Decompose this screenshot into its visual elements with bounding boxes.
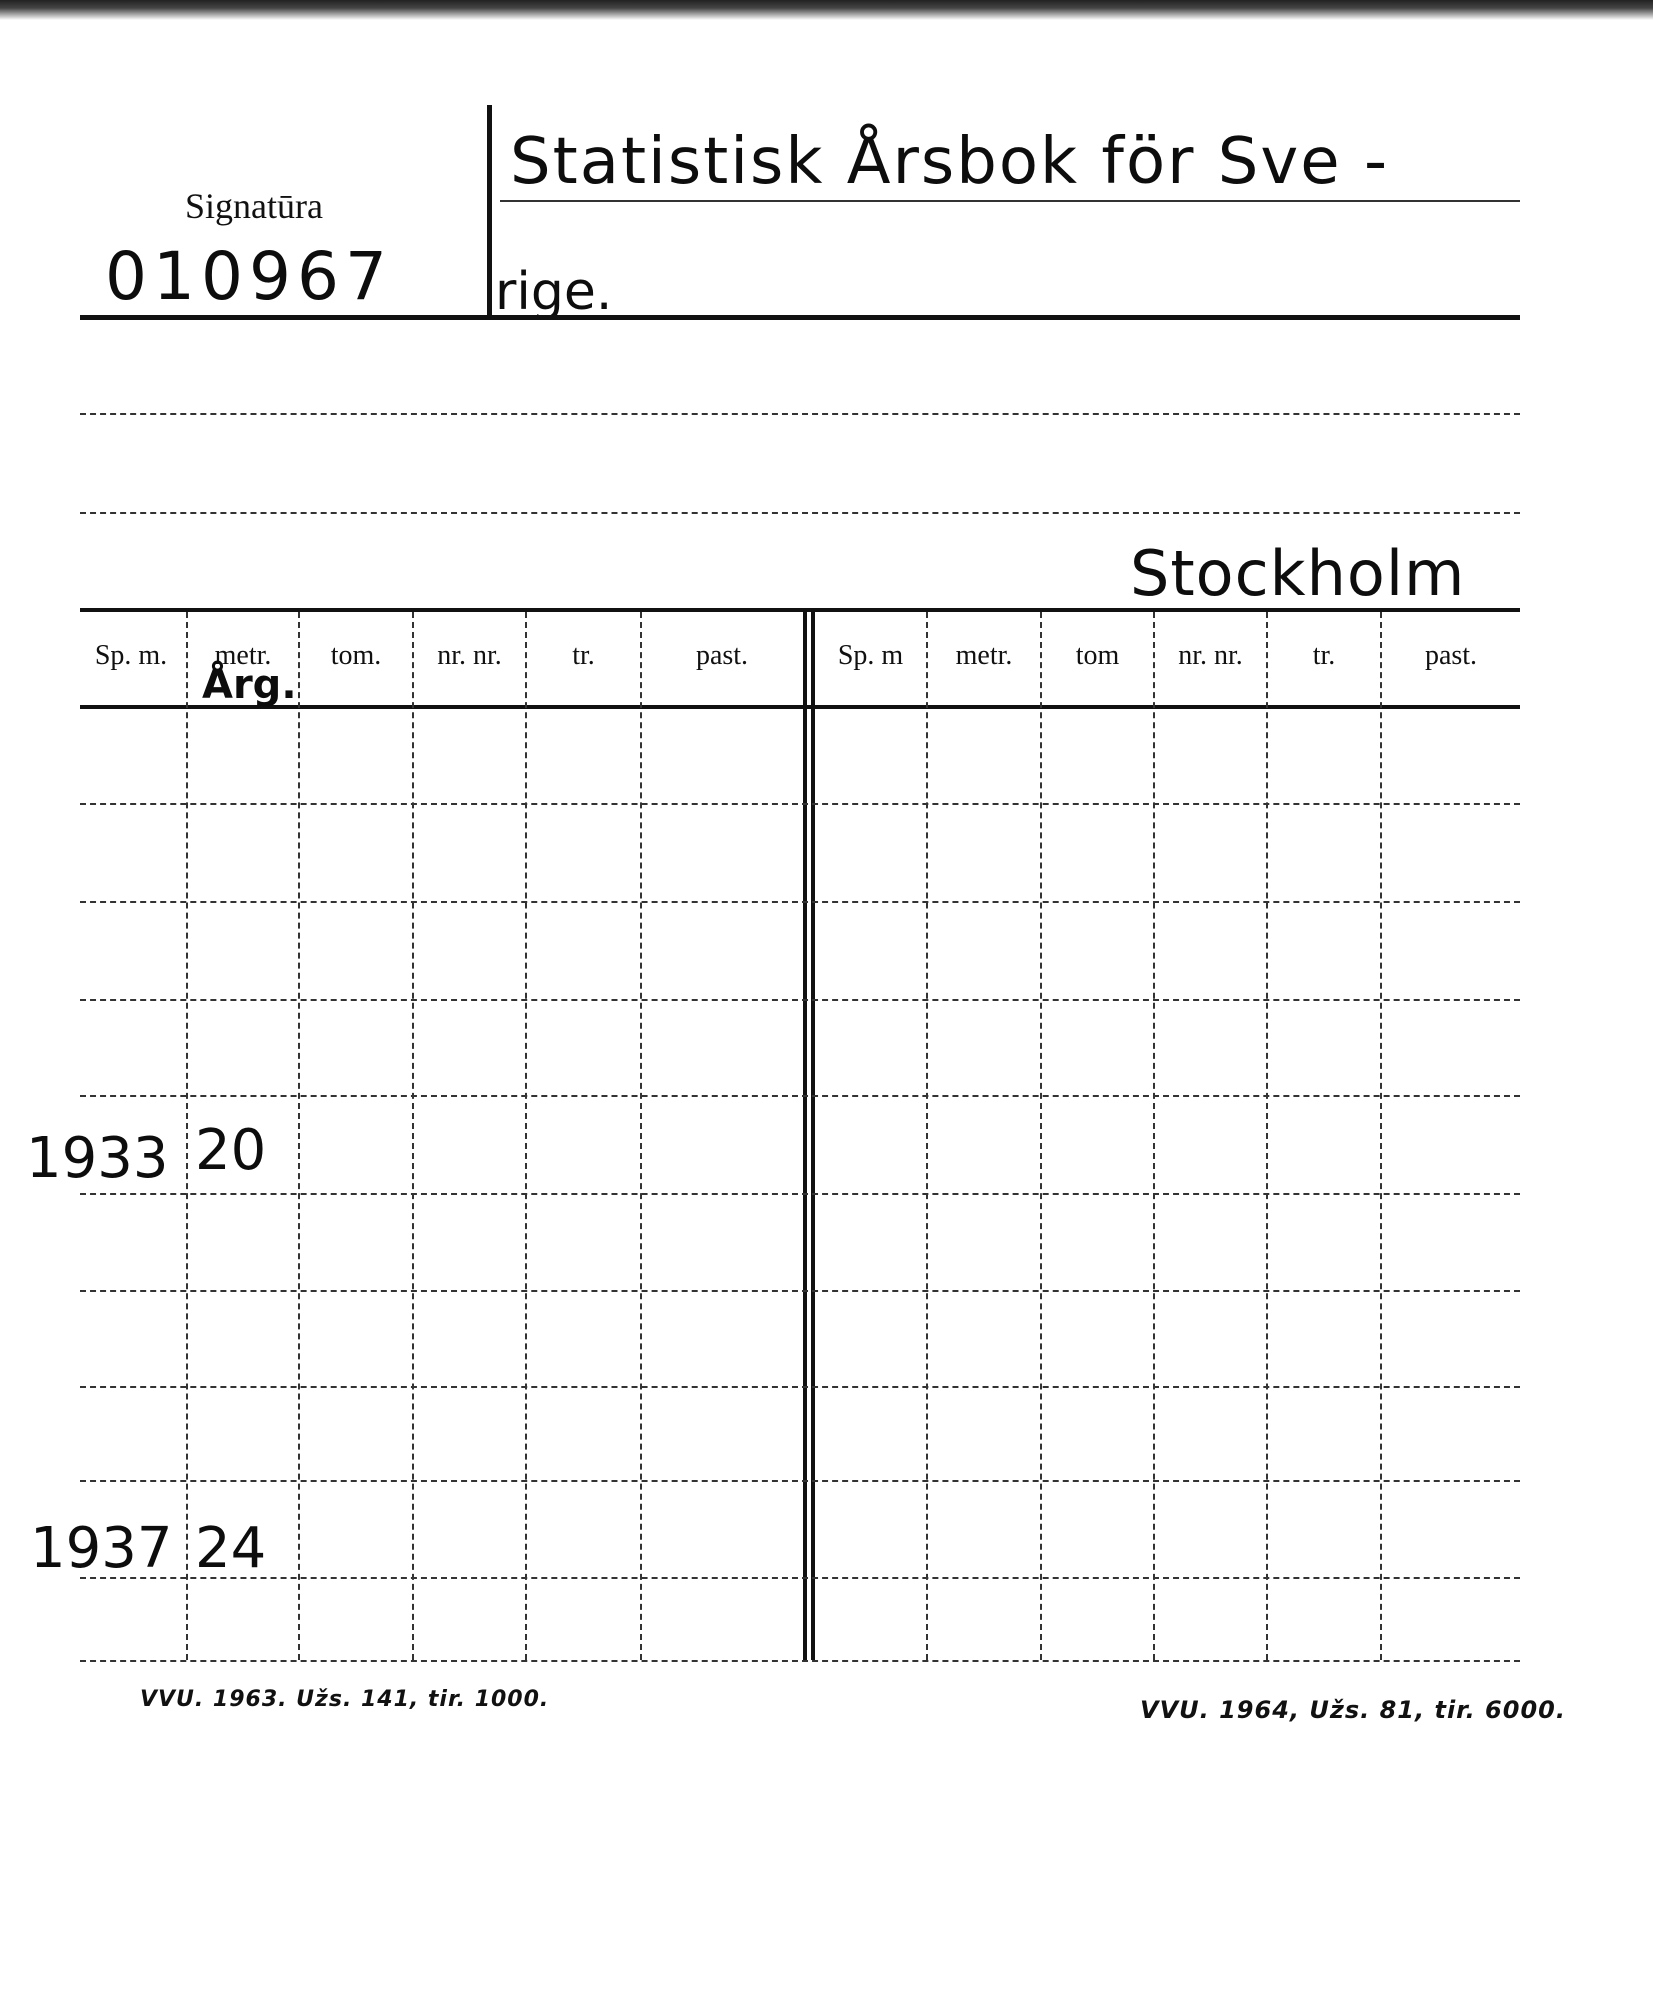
row-rule xyxy=(80,1095,1520,1097)
metr-annotation: Årg. xyxy=(202,662,297,708)
center-double-divider-a xyxy=(803,612,807,1660)
header-metr-right: metr. xyxy=(955,640,1013,671)
footer-imprint-left: VVU. 1963. Užs. 141, tir. 1000. xyxy=(140,1687,550,1712)
col-divider xyxy=(1266,612,1268,1660)
col-divider xyxy=(926,612,928,1660)
header-sp-m: Sp. m. xyxy=(94,640,168,671)
signature-number: 010967 xyxy=(105,238,393,315)
table-top-rule xyxy=(80,608,1520,612)
header-rule-2 xyxy=(80,413,1520,415)
place-name: Stockholm xyxy=(1130,537,1466,610)
header-sp-m-right: Sp. m xyxy=(837,640,904,671)
footer-imprint-right: VVU. 1964, Užs. 81, tir. 6000. xyxy=(1140,1696,1566,1724)
entry-year: 1937 xyxy=(30,1516,173,1581)
row-rule xyxy=(80,1480,1520,1482)
col-divider xyxy=(640,612,642,1660)
entry-value: 24 xyxy=(195,1516,267,1581)
header-nr-nr: nr. nr. xyxy=(437,640,502,671)
header-rule-1 xyxy=(80,315,1520,320)
header-tr-right: tr. xyxy=(1312,640,1336,671)
signature-label: Signatūra xyxy=(185,186,323,226)
row-rule xyxy=(80,803,1520,805)
row-rule xyxy=(80,1577,1520,1579)
header-divider xyxy=(487,105,492,315)
header-metr: metr. xyxy=(214,640,272,671)
col-divider xyxy=(525,612,527,1660)
table-bottom-rule xyxy=(80,1660,1520,1662)
col-divider xyxy=(186,612,188,1660)
header-tom: tom. xyxy=(330,640,382,671)
col-divider xyxy=(1380,612,1382,1660)
title-underline xyxy=(500,200,1520,202)
col-divider xyxy=(1153,612,1155,1660)
header-past: past. xyxy=(695,640,749,671)
header-rule-3 xyxy=(80,512,1520,514)
row-rule xyxy=(80,1290,1520,1292)
header-nr-nr-right: nr. nr. xyxy=(1178,640,1243,671)
col-divider xyxy=(1040,612,1042,1660)
top-edge-smear xyxy=(0,0,1653,20)
entry-year: 1933 xyxy=(26,1126,169,1191)
title-line-1: Statistisk Årsbok för Sve - xyxy=(510,125,1390,199)
row-rule xyxy=(80,999,1520,1001)
row-rule xyxy=(80,901,1520,903)
col-divider xyxy=(298,612,300,1660)
header-tom-right: tom xyxy=(1075,640,1120,671)
header-tr: tr. xyxy=(572,640,595,671)
entry-value: 20 xyxy=(195,1118,267,1183)
center-double-divider-b xyxy=(811,612,815,1660)
header-past-right: past. xyxy=(1424,640,1478,671)
row-rule xyxy=(80,1386,1520,1388)
col-divider xyxy=(412,612,414,1660)
row-rule xyxy=(80,1193,1520,1195)
title-line-2: rige. xyxy=(495,262,613,322)
